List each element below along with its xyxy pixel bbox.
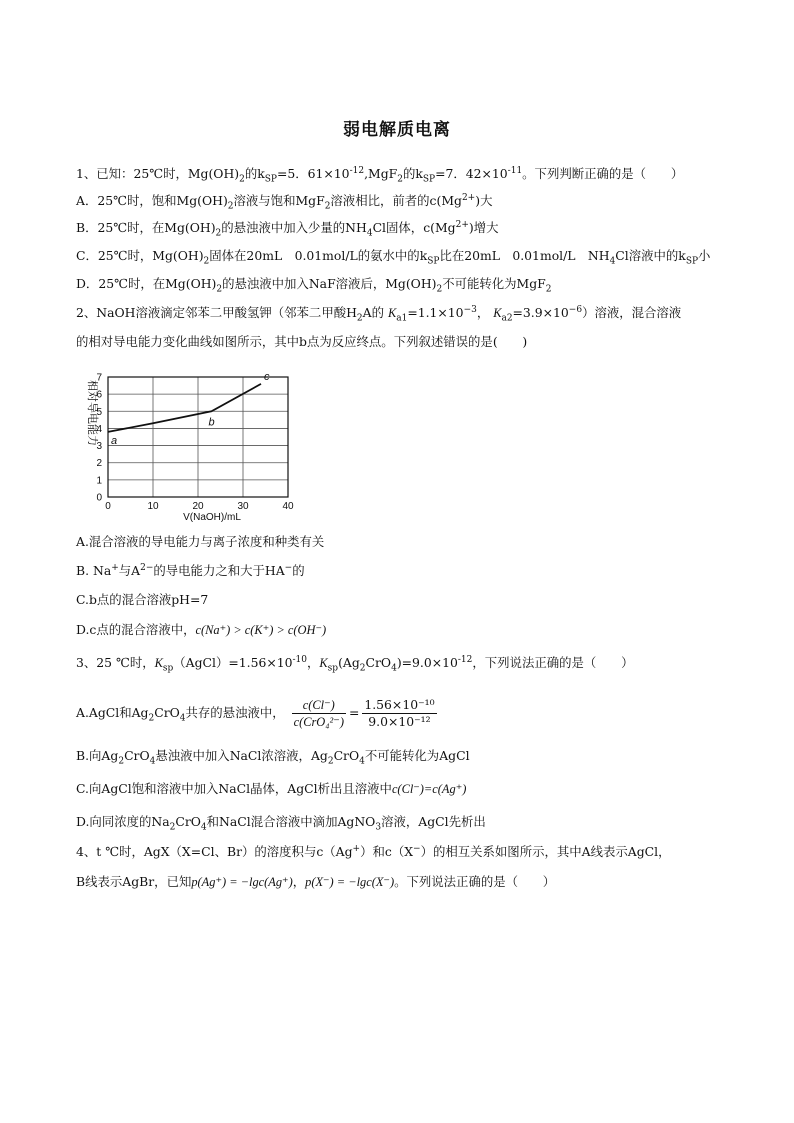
y-tick-label: 3: [96, 441, 102, 453]
q4-stem-line1: 4、t ℃时，AgX（X=Cl、Br）的溶度积与c（Ag+）和c（X−）的相互关系如图所示，其中A线表示AgCl，: [76, 843, 671, 859]
x-tick-label: 10: [147, 501, 159, 512]
q3-option-c: C.向AgCl饱和溶液中加入NaCl晶体，AgCl析出且溶液中c(Cl⁻)=c(Ag⁺): [76, 781, 467, 796]
q2-option-c: C.b点的混合溶液pH=7: [76, 592, 209, 607]
chart-x-axis-label: V(NaOH)/mL: [183, 512, 241, 523]
q3-option-d: D.向同浓度的$Na_2CrO_4$和NaCl混合溶液中滴加AgNO$_3$溶液，AgCl先析出: [76, 814, 486, 833]
x-tick-label: 40: [282, 501, 294, 512]
q1-option-a: A．25℃时，饱和$Mg(OH)_2$溶液与饱和MgF$_2$溶液相比，前者的$c(Mg^{2+})$大: [76, 192, 493, 212]
chart-series: [108, 384, 261, 432]
q1-option-c: C．25℃时，$Mg(OH)_2$固体在20mL 0.01mol/L的氨水中的$k_{SP}$比在20mL 0.01mol/L $NH_4Cl$溶液中的$k_{SP}$小: [76, 248, 711, 267]
series-line: [108, 384, 261, 432]
y-tick-label: 2: [96, 458, 102, 470]
q1-stem: 1、已知：25℃时，$Mg(OH)_2$的$k_{SP}=5$．$61\times 10^{-12},MgF_2$的$k_{SP}=7$．$42\times 10^{-11}$。下列判断正确的是（ ）: [76, 165, 684, 185]
y-tick-label: 0: [96, 492, 102, 504]
y-tick-label: 7: [96, 372, 102, 384]
q3-option-a: A.AgCl和$Ag_2CrO_4$共存的悬浊液中， $\frac{c(Cl^-)}{\text{c(CrO₄²⁻)}}$ = $\frac{\text{1.56×10⁻¹⁰}}{\text{9.0×10⁻¹²}}$: [76, 697, 435, 729]
point-label-b: b: [208, 416, 215, 429]
q1-option-d: D．25℃时，在$Mg(OH)_2$的悬浊液中加入NaF溶液后，$Mg(OH)_2$不可能转化为MgF$_2$: [76, 276, 552, 295]
q3-fraction-left: $\frac{c(Cl^-)}{\text{c(CrO₄²⁻)}}$: [293, 698, 344, 729]
q4-stem-line2: B线表示AgBr，已知p(Ag⁺) = −lgc(Ag⁺)，p(X⁻) = −lgc(X⁻)。下列说法正确的是（ ）: [76, 874, 556, 889]
chart-grid: [108, 377, 288, 497]
chart-point-labels: [111, 371, 270, 447]
x-tick-label: 0: [105, 501, 111, 512]
point-label-a: a: [111, 434, 118, 447]
y-tick-label: 4: [96, 423, 102, 435]
q3-option-b: B.向$Ag_2CrO_4$悬浊液中加入NaCl浓溶液，$Ag_2CrO_4$不可能转化为AgCl: [76, 748, 470, 767]
q1-option-b: B．25℃时，在$Mg(OH)_2$的悬浊液中加入少量的$NH_4Cl$固体，$c(Mg^{2+})$增大: [76, 219, 499, 239]
y-tick-label: 6: [96, 389, 102, 401]
q2-option-d: D.c点的混合溶液中，c(Na⁺) > c(K⁺) > c(OH⁻): [76, 622, 327, 637]
y-tick-label: 1: [96, 475, 102, 487]
x-tick-label: 30: [237, 501, 249, 512]
chart-ticks: [96, 370, 294, 513]
point-label-c: c: [264, 370, 270, 383]
q2-stem-line1: 2、NaOH溶液滴定邻苯二甲酸氢钾（邻苯二甲酸$H_2A$的 $K_{a1}=1.1\times 10^{-3}$， $K_{a2}=3.9\times 10^{-6}$）溶液，混合溶液: [76, 304, 682, 324]
q2-stem-line2: 的相对导电能力变化曲线如图所示，其中b点为反应终点。下列叙述错误的是( ): [76, 334, 528, 349]
q3-stem: 3、25 ℃时，$K_{sp}(AgCl)=1.56\times 10^{-10}$，$K_{sp}(Ag_2CrO_4)=9.0\times 10^{-12}$，下列说法正确的是（ ）: [76, 654, 634, 674]
chart-y-axis-label: 相对导电能力: [86, 380, 98, 446]
page-title: 弱电解质电离: [343, 120, 451, 140]
q3-fraction-right: $\frac{\text{1.56×10⁻¹⁰}}{\text{9.0×10⁻¹²}}$: [364, 697, 435, 729]
y-tick-label: 5: [96, 406, 102, 418]
q2-option-a: A.混合溶液的导电能力与离子浓度和种类有关: [76, 534, 325, 549]
q2-option-b: B. Na+与$A^{2-}$的导电能力之和大于HA−的: [76, 562, 305, 578]
conductivity-chart: [76, 365, 306, 525]
x-tick-label: 20: [192, 501, 204, 512]
